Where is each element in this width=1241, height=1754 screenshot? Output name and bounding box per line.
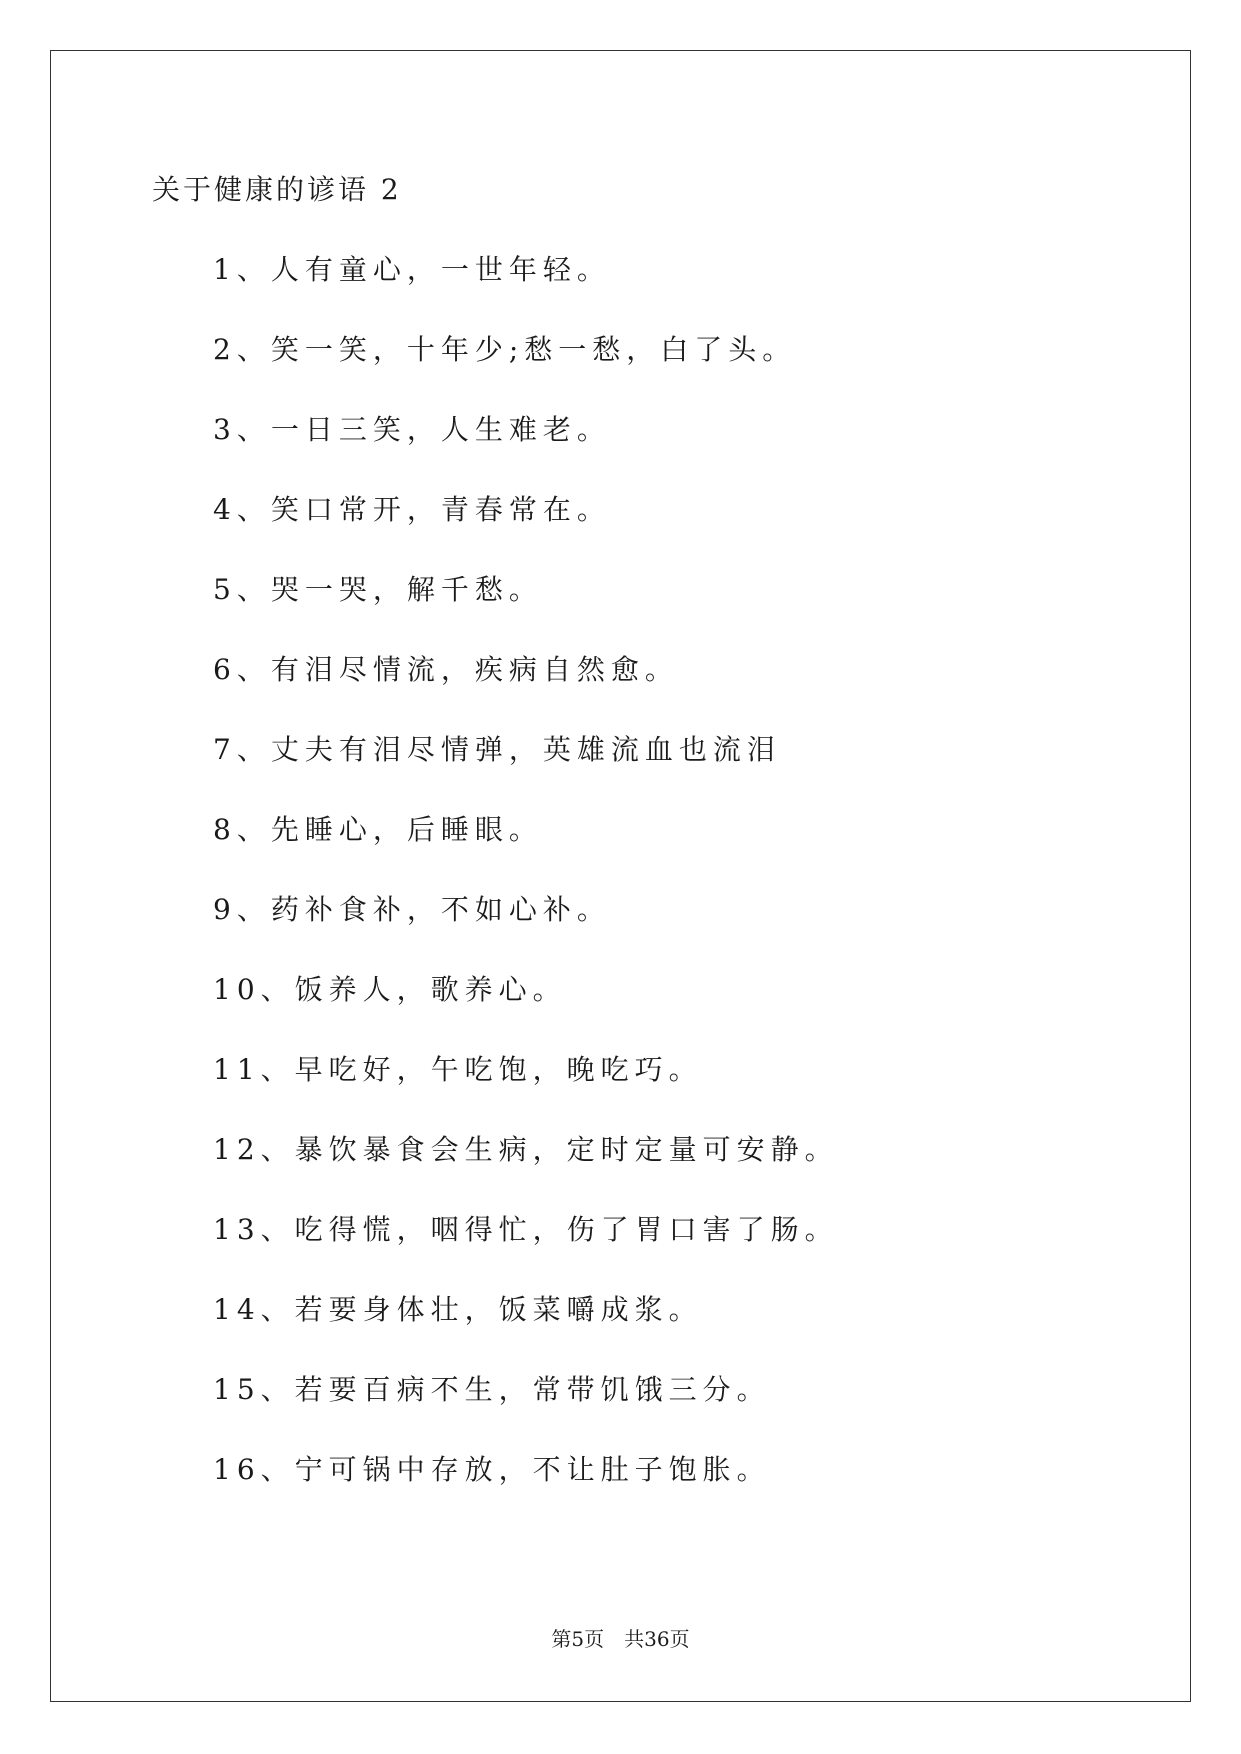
- proverb-item: 4、笑口常开，青春常在。: [213, 493, 611, 526]
- proverb-item: 13、吃得慌，咽得忙，伤了胃口害了肠。: [213, 1213, 839, 1246]
- proverb-item: 10、饭养人，歌养心。: [213, 973, 567, 1006]
- proverb-list: [213, 250, 839, 1530]
- proverb-item: 1、人有童心，一世年轻。: [213, 253, 611, 286]
- proverb-item: 8、先睡心，后睡眼。: [213, 813, 543, 846]
- proverb-item: 3、一日三笑，人生难老。: [213, 413, 611, 446]
- proverb-item: 11、早吃好，午吃饱，晚吃巧。: [213, 1053, 703, 1086]
- proverb-item: 15、若要百病不生，常带饥饿三分。: [213, 1373, 771, 1406]
- proverb-item: 12、暴饮暴食会生病，定时定量可安静。: [213, 1133, 839, 1166]
- proverb-item: 5、哭一哭，解千愁。: [213, 573, 543, 606]
- proverb-item: 7、丈夫有泪尽情弹，英雄流血也流泪: [213, 733, 781, 766]
- page-number-footer: 第5页 共36页: [551, 1627, 690, 1651]
- proverb-item: 9、药补食补，不如心补。: [213, 893, 611, 926]
- proverb-item: 6、有泪尽情流，疾病自然愈。: [213, 653, 679, 686]
- document-title: 关于健康的谚语 2: [152, 173, 402, 206]
- proverb-item: 2、笑一笑，十年少;愁一愁，白了头。: [213, 333, 797, 366]
- proverb-item: 14、若要身体壮，饭菜嚼成浆。: [213, 1293, 703, 1326]
- proverb-item: 16、宁可锅中存放，不让肚子饱胀。: [213, 1453, 771, 1486]
